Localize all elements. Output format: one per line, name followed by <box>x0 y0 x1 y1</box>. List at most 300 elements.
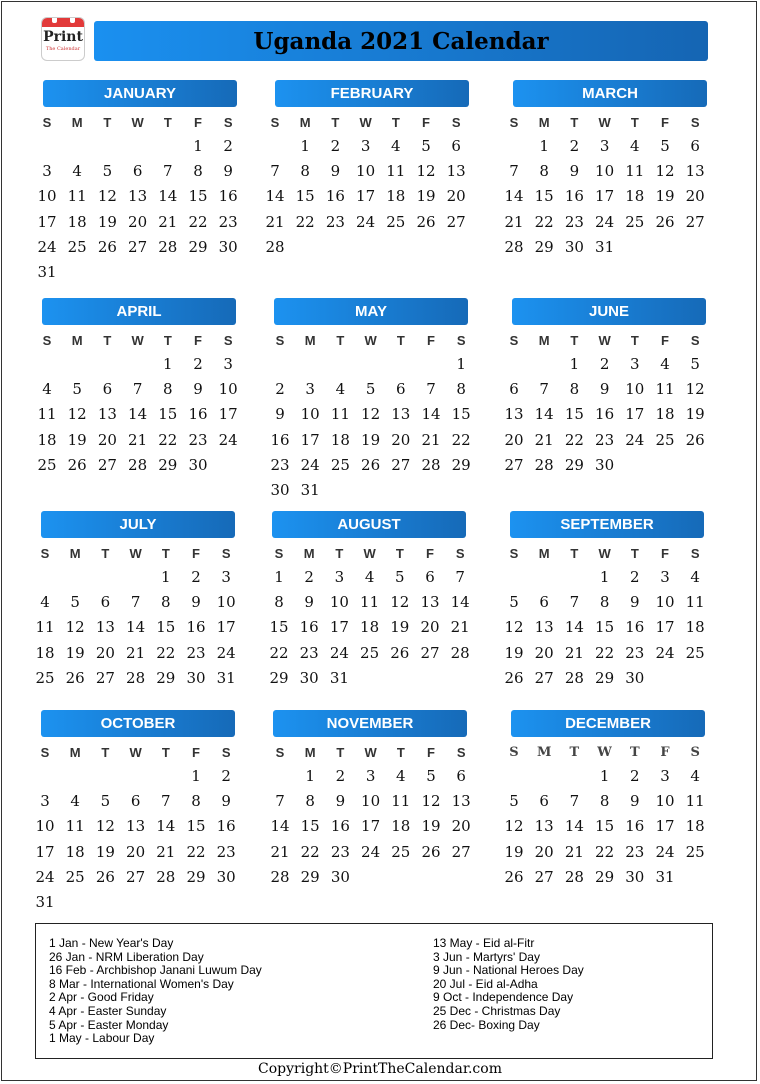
day-cell[interactable]: 21 <box>265 212 285 231</box>
day-cell[interactable]: 30 <box>625 867 645 886</box>
day-cell[interactable]: 16 <box>216 817 236 836</box>
day-cell[interactable]: 9 <box>193 380 203 399</box>
day-cell[interactable]: 4 <box>70 792 80 811</box>
day-cell[interactable]: 12 <box>361 405 381 424</box>
day-cell[interactable]: 5 <box>421 137 431 155</box>
day-cell[interactable]: 7 <box>275 792 285 811</box>
day-cell[interactable]: 13 <box>95 618 115 637</box>
day-cell[interactable]: 8 <box>599 792 610 811</box>
day-cell[interactable]: 8 <box>274 593 284 612</box>
day-cell[interactable]: 16 <box>218 187 238 206</box>
day-cell[interactable]: 26 <box>416 212 436 231</box>
day-cell[interactable]: 4 <box>396 767 406 785</box>
day-cell[interactable]: 18 <box>360 618 380 637</box>
day-cell[interactable]: 17 <box>37 212 57 231</box>
day-cell[interactable]: 31 <box>216 668 236 687</box>
day-cell[interactable]: 18 <box>655 405 675 424</box>
day-cell[interactable]: 1 <box>599 767 610 785</box>
day-cell[interactable]: 30 <box>330 867 350 886</box>
day-cell[interactable]: 14 <box>158 187 178 206</box>
day-cell[interactable]: 26 <box>504 668 524 687</box>
day-cell[interactable]: 15 <box>186 817 206 836</box>
day-cell[interactable]: 12 <box>97 187 117 206</box>
day-cell[interactable]: 25 <box>37 455 57 474</box>
day-cell[interactable]: 11 <box>391 792 411 811</box>
day-cell[interactable]: 12 <box>390 593 410 612</box>
day-cell[interactable]: 27 <box>126 867 146 886</box>
day-cell[interactable]: 30 <box>595 455 615 474</box>
day-cell[interactable]: 10 <box>625 380 645 399</box>
day-cell[interactable]: 25 <box>35 668 55 687</box>
day-cell[interactable]: 7 <box>569 792 580 811</box>
day-cell[interactable]: 20 <box>391 430 411 449</box>
day-cell[interactable]: 24 <box>356 212 376 231</box>
day-cell[interactable]: 31 <box>595 237 615 256</box>
day-cell[interactable]: 6 <box>451 137 461 155</box>
day-cell[interactable]: 1 <box>599 568 610 586</box>
day-cell[interactable]: 18 <box>37 430 57 449</box>
day-cell[interactable]: 8 <box>300 162 310 181</box>
day-cell[interactable]: 16 <box>564 187 584 206</box>
day-cell[interactable]: 2 <box>221 767 231 785</box>
day-cell[interactable]: 21 <box>564 643 584 662</box>
day-cell[interactable]: 14 <box>564 618 584 637</box>
day-cell[interactable]: 7 <box>161 792 171 811</box>
day-cell[interactable]: 10 <box>35 817 55 836</box>
day-cell[interactable]: 2 <box>599 355 610 373</box>
day-cell[interactable]: 11 <box>360 593 380 612</box>
day-cell[interactable]: 19 <box>67 430 87 449</box>
day-cell[interactable]: 6 <box>456 767 466 785</box>
day-cell[interactable]: 3 <box>223 355 233 373</box>
day-cell[interactable]: 17 <box>216 618 236 637</box>
day-cell[interactable]: 11 <box>625 162 645 181</box>
day-cell[interactable]: 28 <box>270 867 290 886</box>
day-cell[interactable]: 2 <box>191 568 201 586</box>
day-cell[interactable]: 28 <box>504 237 524 256</box>
day-cell[interactable]: 25 <box>391 842 411 861</box>
day-cell[interactable]: 19 <box>390 618 410 637</box>
day-cell[interactable]: 17 <box>595 187 615 206</box>
day-cell[interactable]: 22 <box>188 212 208 231</box>
day-cell[interactable]: 15 <box>595 618 615 637</box>
day-cell[interactable]: 4 <box>630 137 640 155</box>
day-cell[interactable]: 30 <box>216 867 236 886</box>
day-cell[interactable]: 17 <box>655 618 675 637</box>
day-cell[interactable]: 21 <box>534 430 554 449</box>
day-cell[interactable]: 13 <box>685 162 705 181</box>
day-cell[interactable]: 1 <box>456 355 466 373</box>
day-cell[interactable]: 5 <box>509 792 519 811</box>
day-cell[interactable]: 9 <box>330 162 341 181</box>
day-cell[interactable]: 19 <box>421 817 441 836</box>
day-cell[interactable]: 7 <box>539 380 549 399</box>
day-cell[interactable]: 22 <box>156 643 176 662</box>
day-cell[interactable]: 11 <box>330 405 350 424</box>
day-cell[interactable]: 5 <box>70 593 80 612</box>
day-cell[interactable]: 14 <box>504 187 524 206</box>
day-cell[interactable]: 22 <box>451 430 471 449</box>
day-cell[interactable]: 2 <box>569 137 580 155</box>
day-cell[interactable]: 7 <box>509 162 519 181</box>
day-cell[interactable]: 23 <box>625 842 645 861</box>
day-cell[interactable]: 15 <box>534 187 554 206</box>
day-cell[interactable]: 13 <box>534 817 554 836</box>
day-cell[interactable]: 23 <box>325 212 345 231</box>
day-cell[interactable]: 18 <box>330 430 350 449</box>
day-cell[interactable]: 22 <box>595 842 615 861</box>
day-cell[interactable]: 28 <box>158 237 178 256</box>
day-cell[interactable]: 1 <box>539 137 549 155</box>
day-cell[interactable]: 26 <box>655 212 675 231</box>
day-cell[interactable]: 3 <box>599 137 610 155</box>
day-cell[interactable]: 1 <box>161 568 171 586</box>
day-cell[interactable]: 6 <box>539 593 549 612</box>
day-cell[interactable]: 18 <box>685 817 705 836</box>
day-cell[interactable]: 23 <box>218 212 238 231</box>
day-cell[interactable]: 27 <box>391 455 411 474</box>
day-cell[interactable]: 14 <box>450 593 470 612</box>
day-cell[interactable]: 24 <box>216 643 236 662</box>
day-cell[interactable]: 28 <box>564 867 584 886</box>
day-cell[interactable]: 17 <box>655 817 675 836</box>
day-cell[interactable]: 1 <box>305 767 315 785</box>
day-cell[interactable]: 7 <box>569 593 580 612</box>
day-cell[interactable]: 28 <box>126 668 146 687</box>
day-cell[interactable]: 22 <box>534 212 554 231</box>
day-cell[interactable]: 19 <box>65 643 85 662</box>
day-cell[interactable]: 23 <box>270 455 290 474</box>
day-cell[interactable]: 29 <box>534 237 554 256</box>
day-cell[interactable]: 23 <box>330 842 350 861</box>
day-cell[interactable]: 11 <box>65 817 85 836</box>
day-cell[interactable]: 15 <box>300 817 320 836</box>
day-cell[interactable]: 21 <box>128 430 148 449</box>
day-cell[interactable]: 20 <box>95 643 115 662</box>
day-cell[interactable]: 9 <box>191 593 201 612</box>
day-cell[interactable]: 12 <box>421 792 441 811</box>
day-cell[interactable]: 21 <box>158 212 178 231</box>
day-cell[interactable]: 11 <box>67 187 87 206</box>
day-cell[interactable]: 27 <box>95 668 115 687</box>
day-cell[interactable]: 18 <box>67 212 87 231</box>
day-cell[interactable]: 8 <box>569 380 580 399</box>
day-cell[interactable]: 17 <box>35 842 55 861</box>
day-cell[interactable]: 7 <box>426 380 436 399</box>
day-cell[interactable]: 25 <box>65 867 85 886</box>
day-cell[interactable]: 17 <box>300 430 320 449</box>
day-cell[interactable]: 9 <box>275 405 285 424</box>
day-cell[interactable]: 16 <box>188 405 208 424</box>
day-cell[interactable]: 9 <box>630 792 640 811</box>
day-cell[interactable]: 17 <box>625 405 645 424</box>
day-cell[interactable]: 27 <box>446 212 466 231</box>
day-cell[interactable]: 21 <box>156 842 176 861</box>
day-cell[interactable]: 8 <box>193 162 203 181</box>
day-cell[interactable]: 8 <box>163 380 173 399</box>
day-cell[interactable]: 25 <box>386 212 406 231</box>
day-cell[interactable]: 29 <box>158 455 178 474</box>
day-cell[interactable]: 27 <box>504 455 524 474</box>
day-cell[interactable]: 29 <box>300 867 320 886</box>
day-cell[interactable]: 31 <box>37 263 57 281</box>
day-cell[interactable]: 23 <box>186 643 206 662</box>
day-cell[interactable]: 12 <box>65 618 85 637</box>
day-cell[interactable]: 6 <box>690 137 700 155</box>
day-cell[interactable]: 5 <box>102 162 113 181</box>
day-cell[interactable]: 26 <box>67 455 87 474</box>
day-cell[interactable]: 13 <box>420 593 440 612</box>
day-cell[interactable]: 16 <box>330 817 350 836</box>
day-cell[interactable]: 29 <box>269 668 289 687</box>
day-cell[interactable]: 9 <box>304 593 314 612</box>
day-cell[interactable]: 5 <box>395 568 405 586</box>
day-cell[interactable]: 25 <box>67 237 87 256</box>
day-cell[interactable]: 19 <box>97 212 117 231</box>
day-cell[interactable]: 2 <box>304 568 314 586</box>
day-cell[interactable]: 16 <box>325 187 345 206</box>
day-cell[interactable]: 11 <box>685 792 705 811</box>
day-cell[interactable]: 3 <box>305 380 315 399</box>
day-cell[interactable]: 22 <box>158 430 178 449</box>
day-cell[interactable]: 20 <box>451 817 471 836</box>
day-cell[interactable]: 24 <box>655 842 675 861</box>
day-cell[interactable]: 27 <box>420 643 440 662</box>
day-cell[interactable]: 14 <box>156 817 176 836</box>
day-cell[interactable]: 29 <box>186 867 206 886</box>
day-cell[interactable]: 9 <box>221 792 231 811</box>
day-cell[interactable]: 7 <box>130 593 141 612</box>
day-cell[interactable]: 19 <box>655 187 675 206</box>
day-cell[interactable]: 20 <box>446 187 466 206</box>
day-cell[interactable]: 22 <box>186 842 206 861</box>
day-cell[interactable]: 27 <box>534 867 554 886</box>
day-cell[interactable]: 20 <box>534 643 554 662</box>
day-cell[interactable]: 18 <box>386 187 406 206</box>
day-cell[interactable]: 23 <box>299 643 319 662</box>
day-cell[interactable]: 21 <box>270 842 290 861</box>
day-cell[interactable]: 20 <box>128 212 148 231</box>
day-cell[interactable]: 26 <box>685 430 705 449</box>
day-cell[interactable]: 12 <box>504 618 524 637</box>
day-cell[interactable]: 6 <box>130 792 141 811</box>
day-cell[interactable]: 23 <box>216 842 236 861</box>
day-cell[interactable]: 15 <box>295 187 315 206</box>
day-cell[interactable]: 18 <box>65 842 85 861</box>
day-cell[interactable]: 9 <box>630 593 640 612</box>
day-cell[interactable]: 20 <box>534 842 554 861</box>
day-cell[interactable]: 9 <box>599 380 610 399</box>
day-cell[interactable]: 2 <box>275 380 285 399</box>
day-cell[interactable]: 7 <box>270 162 280 181</box>
day-cell[interactable]: 10 <box>300 405 320 424</box>
day-cell[interactable]: 21 <box>450 618 470 637</box>
day-cell[interactable]: 22 <box>295 212 315 231</box>
day-cell[interactable]: 6 <box>425 568 435 586</box>
day-cell[interactable]: 29 <box>595 668 615 687</box>
day-cell[interactable]: 25 <box>685 643 705 662</box>
day-cell[interactable]: 24 <box>361 842 381 861</box>
day-cell[interactable]: 11 <box>386 162 406 181</box>
day-cell[interactable]: 16 <box>270 430 290 449</box>
day-cell[interactable]: 24 <box>655 643 675 662</box>
day-cell[interactable]: 4 <box>42 380 52 399</box>
day-cell[interactable]: 9 <box>223 162 233 181</box>
day-cell[interactable]: 2 <box>193 355 203 373</box>
day-cell[interactable]: 24 <box>329 643 349 662</box>
day-cell[interactable]: 26 <box>421 842 441 861</box>
day-cell[interactable]: 28 <box>156 867 176 886</box>
day-cell[interactable]: 19 <box>504 643 524 662</box>
print-the-calendar-logo[interactable] <box>42 18 84 60</box>
day-cell[interactable]: 10 <box>655 593 675 612</box>
day-cell[interactable]: 10 <box>361 792 381 811</box>
day-cell[interactable]: 2 <box>630 568 640 586</box>
day-cell[interactable]: 14 <box>564 817 584 836</box>
day-cell[interactable]: 22 <box>595 643 615 662</box>
day-cell[interactable]: 20 <box>97 430 117 449</box>
day-cell[interactable]: 23 <box>595 430 615 449</box>
day-cell[interactable]: 13 <box>128 187 148 206</box>
day-cell[interactable]: 10 <box>595 162 615 181</box>
day-cell[interactable]: 31 <box>35 893 55 911</box>
day-cell[interactable]: 13 <box>534 618 554 637</box>
day-cell[interactable]: 27 <box>685 212 705 231</box>
day-cell[interactable]: 10 <box>37 187 57 206</box>
day-cell[interactable]: 6 <box>132 162 143 181</box>
day-cell[interactable]: 30 <box>299 668 319 687</box>
day-cell[interactable]: 1 <box>569 355 580 373</box>
day-cell[interactable]: 3 <box>40 792 50 811</box>
day-cell[interactable]: 27 <box>451 842 471 861</box>
day-cell[interactable]: 25 <box>655 430 675 449</box>
day-cell[interactable]: 27 <box>97 455 117 474</box>
day-cell[interactable]: 28 <box>128 455 148 474</box>
day-cell[interactable]: 11 <box>685 593 705 612</box>
day-cell[interactable]: 30 <box>218 237 238 256</box>
day-cell[interactable]: 20 <box>685 187 705 206</box>
day-cell[interactable]: 29 <box>156 668 176 687</box>
day-cell[interactable]: 4 <box>40 593 50 612</box>
day-cell[interactable]: 5 <box>72 380 82 399</box>
day-cell[interactable]: 26 <box>65 668 85 687</box>
day-cell[interactable]: 12 <box>504 817 524 836</box>
day-cell[interactable]: 3 <box>630 355 640 373</box>
day-cell[interactable]: 10 <box>655 792 675 811</box>
day-cell[interactable]: 27 <box>128 237 148 256</box>
day-cell[interactable]: 4 <box>364 568 375 586</box>
day-cell[interactable]: 1 <box>191 767 201 785</box>
day-cell[interactable]: 19 <box>361 430 381 449</box>
day-cell[interactable]: 4 <box>660 355 670 373</box>
day-cell[interactable]: 3 <box>660 767 670 785</box>
day-cell[interactable]: 28 <box>534 455 554 474</box>
day-cell[interactable]: 18 <box>35 643 55 662</box>
day-cell[interactable]: 13 <box>504 405 524 424</box>
day-cell[interactable]: 17 <box>356 187 376 206</box>
day-cell[interactable]: 30 <box>564 237 584 256</box>
day-cell[interactable]: 10 <box>216 593 236 612</box>
day-cell[interactable]: 29 <box>188 237 208 256</box>
day-cell[interactable]: 28 <box>450 643 470 662</box>
day-cell[interactable]: 1 <box>300 137 310 155</box>
day-cell[interactable]: 18 <box>391 817 411 836</box>
day-cell[interactable]: 1 <box>274 568 284 586</box>
day-cell[interactable]: 15 <box>156 618 176 637</box>
day-cell[interactable]: 4 <box>72 162 82 181</box>
day-cell[interactable]: 9 <box>569 162 580 181</box>
day-cell[interactable]: 29 <box>451 455 471 474</box>
day-cell[interactable]: 4 <box>335 380 346 399</box>
day-cell[interactable]: 12 <box>95 817 115 836</box>
day-cell[interactable]: 7 <box>132 380 143 399</box>
day-cell[interactable]: 11 <box>35 618 55 637</box>
day-cell[interactable]: 8 <box>161 593 171 612</box>
day-cell[interactable]: 24 <box>35 867 55 886</box>
day-cell[interactable]: 15 <box>451 405 471 424</box>
day-cell[interactable]: 24 <box>625 430 645 449</box>
day-cell[interactable]: 1 <box>163 355 173 373</box>
day-cell[interactable]: 22 <box>300 842 320 861</box>
day-cell[interactable]: 31 <box>655 867 675 886</box>
day-cell[interactable]: 2 <box>330 137 341 155</box>
day-cell[interactable]: 12 <box>67 405 87 424</box>
day-cell[interactable]: 6 <box>100 593 111 612</box>
day-cell[interactable]: 30 <box>188 455 208 474</box>
day-cell[interactable]: 21 <box>504 212 524 231</box>
day-cell[interactable]: 15 <box>269 618 289 637</box>
day-cell[interactable]: 10 <box>329 593 349 612</box>
day-cell[interactable]: 26 <box>390 643 410 662</box>
day-cell[interactable]: 29 <box>564 455 584 474</box>
day-cell[interactable]: 28 <box>564 668 584 687</box>
day-cell[interactable]: 21 <box>421 430 441 449</box>
day-cell[interactable]: 26 <box>361 455 381 474</box>
day-cell[interactable]: 3 <box>660 568 670 586</box>
day-cell[interactable]: 19 <box>504 842 524 861</box>
day-cell[interactable]: 12 <box>655 162 675 181</box>
day-cell[interactable]: 12 <box>416 162 436 181</box>
day-cell[interactable]: 16 <box>595 405 615 424</box>
day-cell[interactable]: 5 <box>660 137 670 155</box>
day-cell[interactable]: 6 <box>396 380 406 399</box>
day-cell[interactable]: 8 <box>539 162 549 181</box>
day-cell[interactable]: 28 <box>421 455 441 474</box>
day-cell[interactable]: 30 <box>625 668 645 687</box>
day-cell[interactable]: 2 <box>335 767 346 785</box>
day-cell[interactable]: 9 <box>335 792 346 811</box>
day-cell[interactable]: 14 <box>128 405 148 424</box>
day-cell[interactable]: 30 <box>270 481 290 499</box>
day-cell[interactable]: 7 <box>455 568 465 586</box>
day-cell[interactable]: 8 <box>191 792 201 811</box>
day-cell[interactable]: 30 <box>186 668 206 687</box>
day-cell[interactable]: 5 <box>100 792 111 811</box>
day-cell[interactable]: 25 <box>685 842 705 861</box>
day-cell[interactable]: 20 <box>126 842 146 861</box>
day-cell[interactable]: 5 <box>365 380 376 399</box>
day-cell[interactable]: 31 <box>329 668 349 687</box>
day-cell[interactable]: 4 <box>690 568 700 586</box>
day-cell[interactable]: 23 <box>625 643 645 662</box>
day-cell[interactable]: 31 <box>300 481 320 499</box>
day-cell[interactable]: 13 <box>97 405 117 424</box>
day-cell[interactable]: 14 <box>270 817 290 836</box>
day-cell[interactable]: 8 <box>305 792 315 811</box>
day-cell[interactable]: 11 <box>37 405 57 424</box>
day-cell[interactable]: 3 <box>365 767 376 785</box>
day-cell[interactable]: 26 <box>97 237 117 256</box>
